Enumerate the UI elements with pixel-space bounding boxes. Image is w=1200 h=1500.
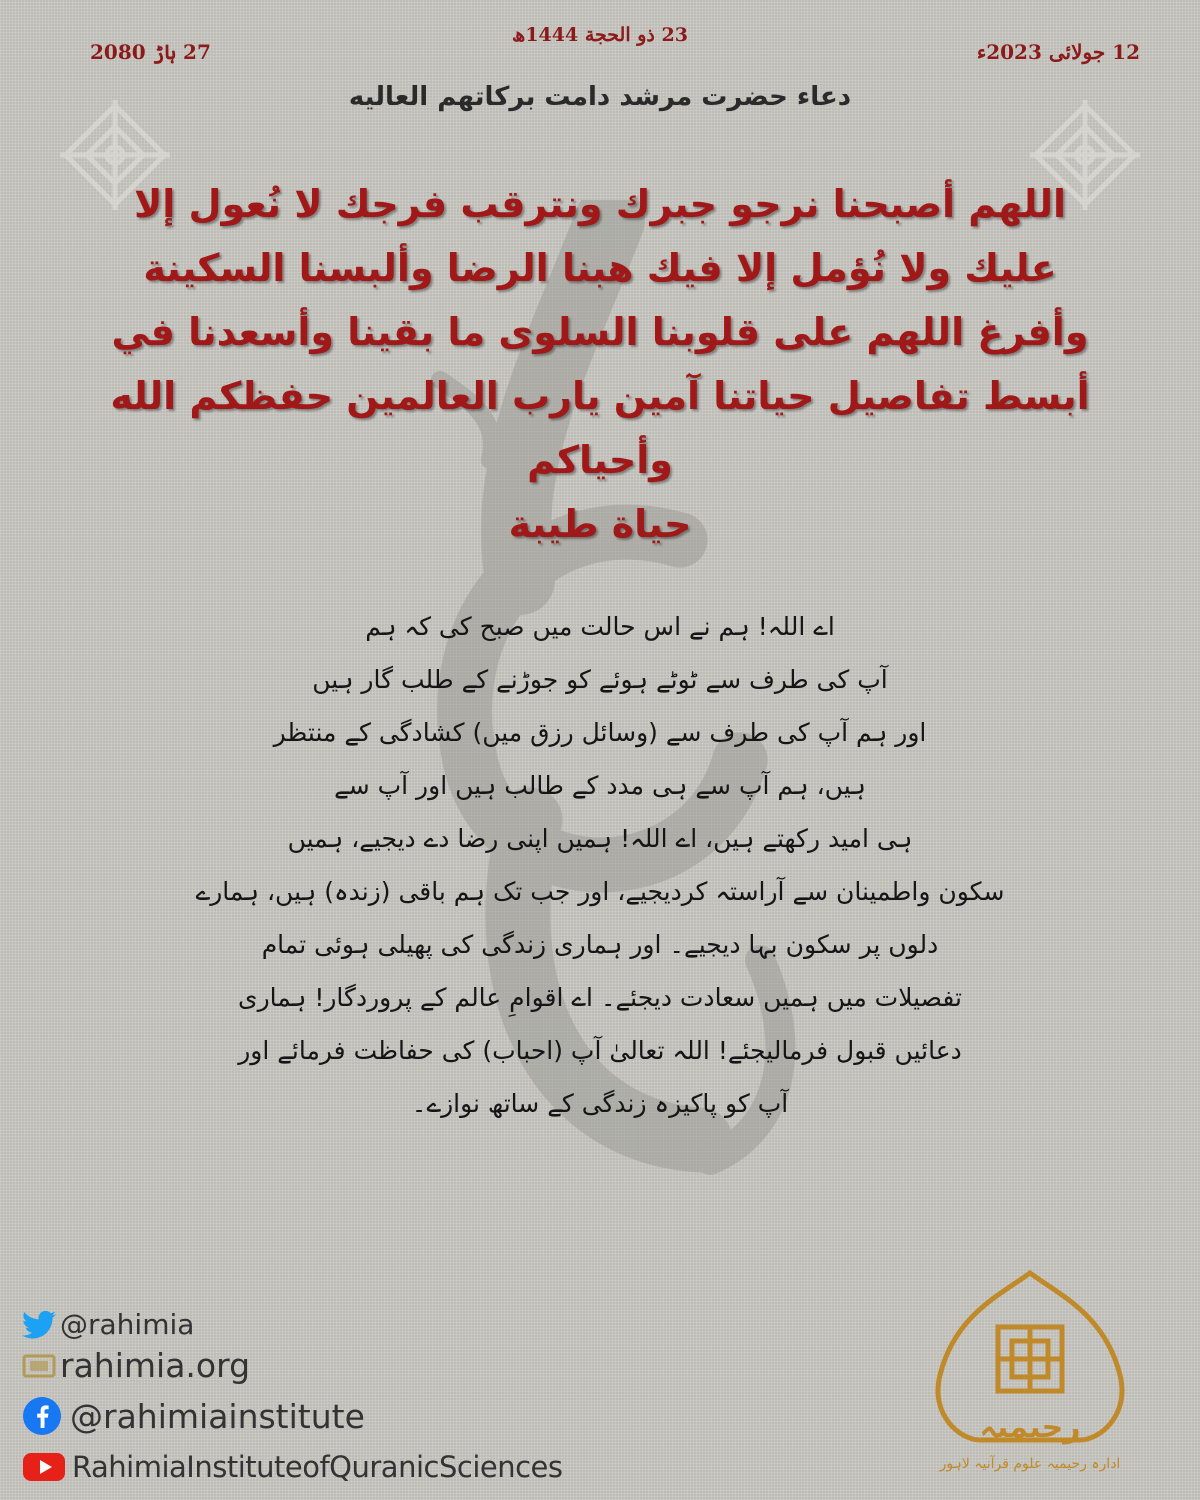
urdu-line: اور ہم آپ کی طرف سے (وسائل رزق میں) کشادگی کے منتظر (273, 718, 927, 747)
youtube-icon (22, 1451, 66, 1483)
facebook-handle: @rahimiainstitute (70, 1396, 365, 1436)
arabic-line: عليك ولا نُؤمل إلا فيك هبنا الرضا وألبسنا السكينة (143, 246, 1057, 290)
arabic-line: حياة طيبة (508, 502, 692, 546)
urdu-line: تفصیلات میں ہمیں سعادت دیجئے۔ اے اقوامِ عالم کے پروردگار! ہماری (238, 983, 962, 1012)
website-link[interactable] (22, 1346, 250, 1385)
urdu-line: ہی امید رکھتے ہیں، اے اللہ! ہمیں اپنی رضا دے دیجیے، ہمیں (287, 824, 913, 853)
logo-subtitle: ادارہ رحیمیہ علوم قرآنیہ لاہور (939, 1456, 1121, 1472)
arabic-line: اللهم أصبحنا نرجو جبرك ونترقب فرجك لا نُعول إلا (133, 182, 1066, 226)
urdu-line: اے اللہ! ہم نے اس حالت میں صبح کی کہ ہم (365, 612, 835, 641)
arabic-dua (70, 172, 1130, 556)
urdu-line: آپ کو پاکیزہ زندگی کے ساتھ نوازے۔ (411, 1089, 789, 1118)
bikrami-date: 27 ہاڑ 2080 (90, 40, 211, 64)
facebook-icon (22, 1396, 62, 1436)
twitter-link[interactable] (22, 1308, 194, 1341)
rahimia-logo (900, 1265, 1160, 1480)
gregorian-date: 12 جولائی 2023ء (976, 40, 1140, 64)
twitter-handle: @rahimia (60, 1308, 195, 1341)
urdu-translation (150, 600, 1050, 1130)
facebook-link[interactable] (22, 1396, 365, 1436)
youtube-channel: RahimiaInstituteofQuranicSciences (72, 1450, 563, 1484)
website-icon (22, 1352, 56, 1380)
arabic-line: وأفرغ اللهم على قلوبنا السلوى ما بقينا وأسعدنا في (111, 310, 1089, 354)
urdu-line: سکون واطمینان سے آراستہ کردیجیے، اور جب تک ہم باقی (زندہ) ہیں، ہمارے (195, 877, 1005, 906)
urdu-line: ہیں، ہم آپ سے ہی مدد کے طالب ہیں اور آپ سے (334, 771, 866, 800)
urdu-line: دعائیں قبول فرمالیجئے! اللہ تعالیٰ آپ (احباب) کی حفاظت فرمائے اور (238, 1036, 962, 1065)
page-title: دعاء حضرت مرشد دامت برکاتهم العاليه (348, 82, 852, 112)
urdu-line: آپ کی طرف سے ٹوٹے ہوئے کو جوڑنے کے طلب گار ہیں (312, 665, 888, 694)
arabic-line: أبسط تفاصيل حياتنا آمين يارب العالمين حفظكم الله وأحياكم (110, 374, 1090, 482)
urdu-line: دلوں پر سکون بہا دیجیے۔ اور ہماری زندگی کی پھیلی ہوئی تمام (261, 930, 939, 959)
logo-name: رحیمیہ (979, 1410, 1081, 1445)
youtube-link[interactable] (22, 1450, 563, 1484)
twitter-icon (22, 1310, 56, 1340)
website-url: rahimia.org (60, 1346, 251, 1385)
hijri-date: 23 ذو الحجة 1444ھ (512, 24, 688, 46)
